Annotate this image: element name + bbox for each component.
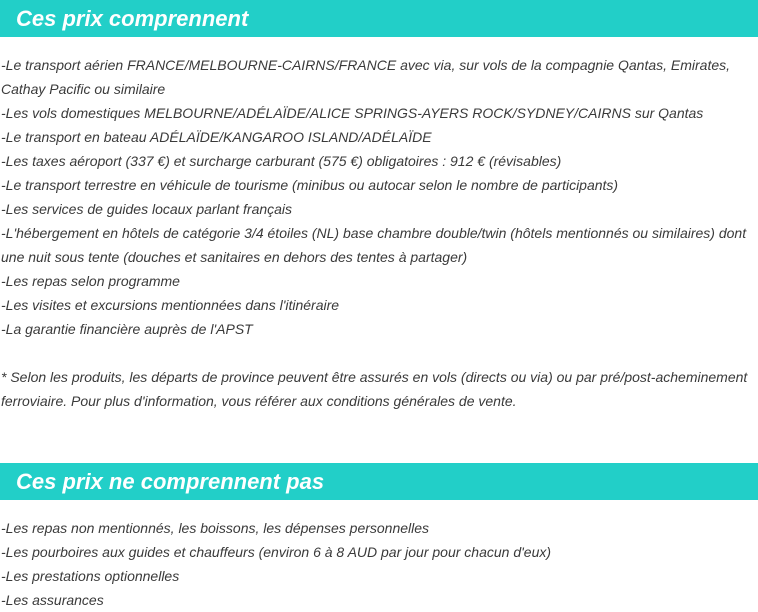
list-item: -Le transport en bateau ADÉLAÏDE/KANGAROO ISLAND/ADÉLAÏDE	[1, 129, 432, 145]
list-item: -Les repas selon programme	[1, 273, 180, 289]
included-section-header: Ces prix comprennent	[0, 0, 758, 37]
note-text: * Selon les produits, les départs de province peuvent être assurés en vols (directs ou via) ou par pré/post-acheminement ferroviaire. Pour plus d'information, vous référer aux conditions générales de vente.	[1, 369, 748, 409]
list-item: -Les pourboires aux guides et chauffeurs (environ 6 à 8 AUD par jour pour chacun d'eux)	[1, 544, 552, 560]
province-departure-note	[1, 365, 757, 413]
list-item: -La garantie financière auprès de l'APST	[1, 321, 253, 337]
list-item: -Les visites et excursions mentionnées dans l'itinéraire	[1, 297, 340, 313]
list-item: -Les vols domestiques MELBOURNE/ADÉLAÏDE/ALICE SPRINGS-AYERS ROCK/SYDNEY/CAIRNS sur Qantas	[1, 105, 704, 121]
list-item: -Le transport aérien FRANCE/MELBOURNE-CAIRNS/FRANCE avec via, sur vols de la compagnie Qantas, Emirates, Cathay Pacific ou similaire	[1, 57, 731, 97]
list-item: -Les repas non mentionnés, les boissons, les dépenses personnelles	[1, 520, 430, 536]
excluded-list	[1, 516, 757, 612]
list-item: -Le transport terrestre en véhicule de tourisme (minibus ou autocar selon le nombre de participants)	[1, 177, 619, 193]
list-item: -Les taxes aéroport (337 €) et surcharge carburant (575 €) obligatoires : 912 € (révisables)	[1, 153, 562, 169]
list-item: -Les prestations optionnelles	[1, 568, 180, 584]
list-item: -Les assurances	[1, 592, 104, 608]
included-list	[1, 53, 757, 341]
list-item: -L'hébergement en hôtels de catégorie 3/4 étoiles (NL) base chambre double/twin (hôtels mentionnés ou similaires) dont une nuit sous tente (douches et sanitaires en dehors des tentes à partager)	[1, 225, 747, 265]
list-item: -Les services de guides locaux parlant français	[1, 201, 293, 217]
excluded-section-header: Ces prix ne comprennent pas	[0, 463, 758, 500]
